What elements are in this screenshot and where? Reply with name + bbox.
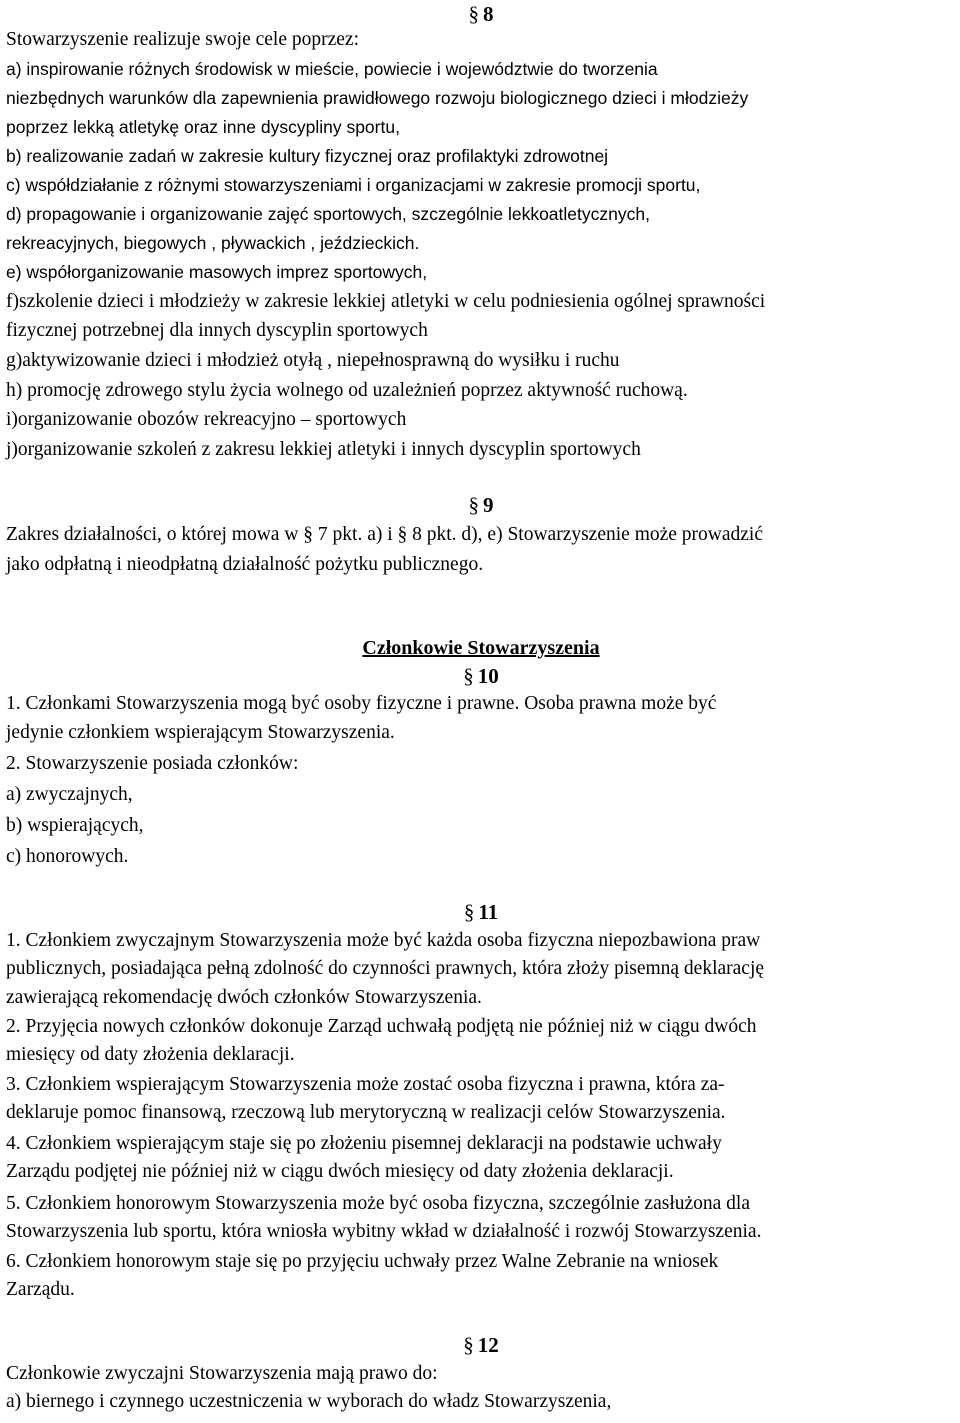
section-symbol: §	[463, 664, 474, 688]
paragraph-line: niezbędnych warunków dla zapewnienia prawidłowego rozwoju biologicznego dzieci i młodzieży	[6, 88, 749, 108]
paragraph-line: d) propagowanie i organizowanie zajęć sportowych, szczególnie lekkoatletycznych,	[6, 204, 650, 224]
paragraph-line: Członkowie zwyczajni Stowarzyszenia mają prawo do:	[6, 1363, 438, 1384]
paragraph-line: publicznych, posiadająca pełną zdolność do czynności prawnych, która złoży pisemną deklarację	[6, 958, 765, 979]
paragraph-line: b) wspierających,	[6, 815, 144, 836]
section-symbol: §	[463, 1333, 474, 1357]
section-number: 9	[483, 493, 494, 517]
paragraph-line: 2. Stowarzyszenie posiada członków:	[6, 753, 299, 774]
paragraph-line: 3. Członkiem wspierającym Stowarzyszenia może zostać osoba fizyczna i prawna, która za-	[6, 1074, 725, 1095]
section-number: 11	[478, 900, 499, 924]
paragraph-line: Zakres działalności, o której mowa w § 7 pkt. a) i § 8 pkt. d), e) Stowarzyszenie może prowadzić	[6, 524, 764, 545]
paragraph-line: jedynie członkiem wspierającym Stowarzyszenia.	[6, 722, 395, 743]
paragraph-line: miesięcy od daty złożenia deklaracji.	[6, 1044, 295, 1065]
paragraph-line: jako odpłatną i nieodpłatną działalność pożytku publicznego.	[6, 554, 484, 575]
paragraph-line: a) inspirowanie różnych środowisk w mieście, powiecie i województwie do tworzenia	[6, 59, 658, 79]
paragraph-line: b) realizowanie zadań w zakresie kultury fizycznej oraz profilaktyki zdrowotnej	[6, 146, 609, 166]
paragraph-line: j)organizowanie szkoleń z zakresu lekkiej atletyki i innych dyscyplin sportowych	[6, 439, 641, 460]
paragraph-line: c) honorowych.	[6, 846, 129, 867]
paragraph-line: 2. Przyjęcia nowych członków dokonuje Zarząd uchwałą podjętą nie później niż w ciągu dwóch	[6, 1016, 757, 1037]
section-number: 10	[477, 664, 499, 688]
paragraph-line: 1. Członkami Stowarzyszenia mogą być osoby fizyczne i prawne. Osoba prawna może być	[6, 693, 717, 714]
section-heading-11	[6, 898, 956, 926]
paragraph-line: fizycznej potrzebnej dla innych dyscyplin sportowych	[6, 320, 428, 341]
paragraph-line: deklaruje pomoc finansową, rzeczową lub merytoryczną w realizacji celów Stowarzyszenia.	[6, 1102, 726, 1123]
paragraph-line: c) współdziałanie z różnymi stowarzyszeniami i organizacjami w zakresie promocji sportu,	[6, 175, 701, 195]
section-symbol: §	[468, 2, 479, 26]
paragraph-line: Zarządu.	[6, 1279, 75, 1300]
paragraph-line: rekreacyjnych, biegowych , pływackich , jeździeckich.	[6, 233, 420, 253]
paragraph-line: i)organizowanie obozów rekreacyjno – sportowych	[6, 409, 407, 430]
section-number: 8	[483, 2, 494, 26]
paragraph-line: Stowarzyszenia lub sportu, która wniosła wybitny wkład w działalność i rozwój Stowarzyszenia.	[6, 1221, 762, 1242]
paragraph-line: 5. Członkiem honorowym Stowarzyszenia może być osoba fizyczna, szczególnie zasłużona dla	[6, 1193, 750, 1214]
section-heading-8	[6, 0, 956, 28]
paragraph-line: 1. Członkiem zwyczajnym Stowarzyszenia może być każda osoba fizyczna niepozbawiona praw	[6, 930, 761, 951]
chapter-title: Członkowie Stowarzyszenia	[362, 637, 600, 659]
section-number: 12	[477, 1333, 499, 1357]
paragraph-line: 6. Członkiem honorowym staje się po przyjęciu uchwały przez Walne Zebranie na wniosek	[6, 1251, 719, 1272]
section-heading-12	[6, 1331, 956, 1359]
paragraph-line: a) biernego i czynnego uczestniczenia w wyborach do władz Stowarzyszenia,	[6, 1391, 612, 1412]
paragraph-line: h) promocję zdrowego stylu życia wolnego od uzależnień poprzez aktywność ruchową.	[6, 380, 688, 401]
paragraph-line: Zarządu podjętej nie później niż w ciągu dwóch miesięcy od daty złożenia deklaracji.	[6, 1161, 674, 1182]
paragraph-line: a) zwyczajnych,	[6, 784, 133, 805]
paragraph-line: 4. Członkiem wspierającym staje się po złożeniu pisemnej deklaracji na podstawie uchwały	[6, 1133, 722, 1154]
paragraph-line: f)szkolenie dzieci i młodzieży w zakresie lekkiej atletyki w celu podniesienia ogólnej sprawności	[6, 291, 766, 312]
section-heading-9	[6, 491, 956, 519]
paragraph-line: e) współorganizowanie masowych imprez sportowych,	[6, 262, 428, 282]
section-symbol: §	[463, 900, 475, 924]
paragraph-line: Stowarzyszenie realizuje swoje cele poprzez:	[6, 29, 359, 50]
paragraph-line: poprzez lekką atletykę oraz inne dyscypliny sportu,	[6, 117, 400, 137]
paragraph-line: g)aktywizowanie dzieci i młodzież otyłą , niepełnosprawną do wysiłku i ruchu	[6, 350, 620, 371]
section-heading-10	[6, 662, 956, 690]
paragraph-line: zawierającą rekomendację dwóch członków Stowarzyszenia.	[6, 987, 482, 1008]
section-symbol: §	[468, 493, 479, 517]
